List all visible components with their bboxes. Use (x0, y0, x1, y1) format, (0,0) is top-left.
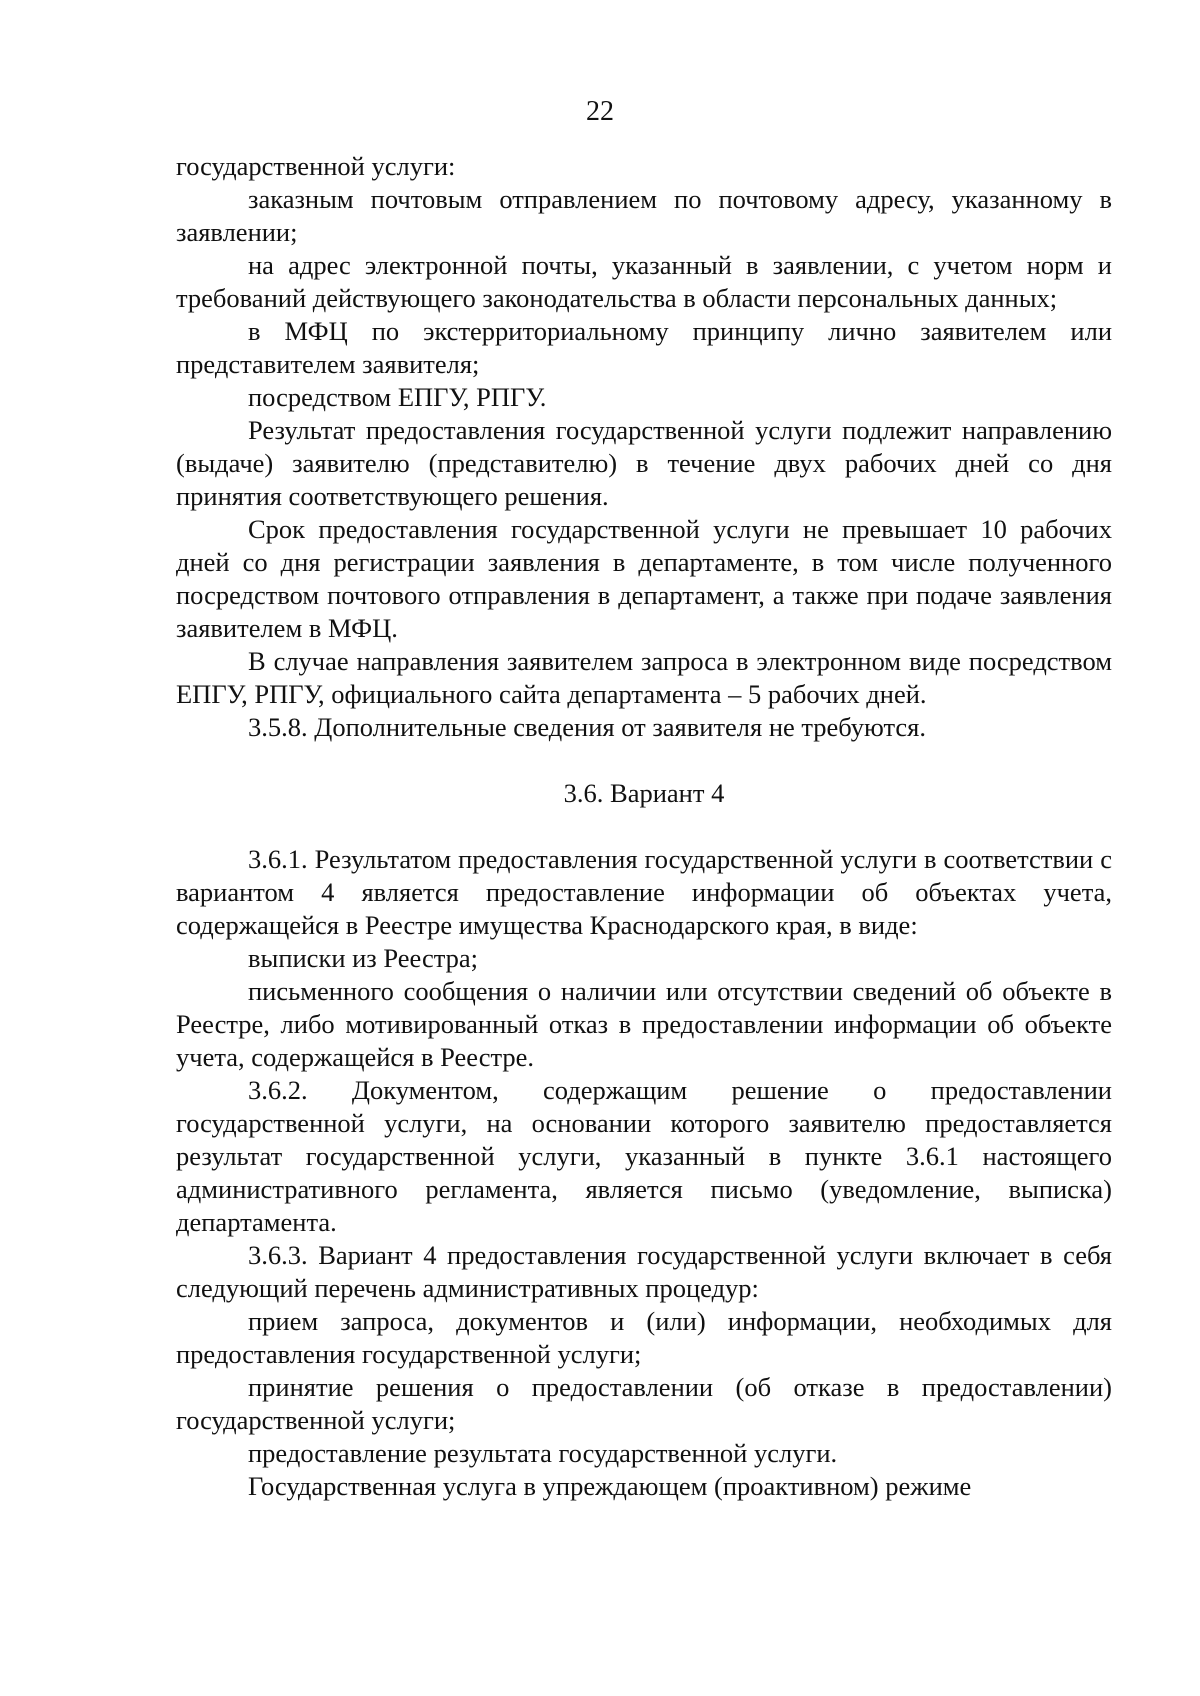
paragraph: на адрес электронной почты, указанный в заявлении, с учетом норм и требований действующего законодательства в области персональных данных; (176, 250, 1112, 313)
paragraph: письменного сообщения о наличии или отсутствии сведений об объекте в Реестре, либо мотивированный отказ в предоставлении информации об объекте учета, содержащейся в Реестре. (176, 976, 1112, 1072)
paragraph: в МФЦ по экстерриториальному принципу лично заявителем или представителем заявителя; (176, 316, 1112, 379)
paragraph: 3.6.3. Вариант 4 предоставления государственной услуги включает в себя следующий перечень административных процедур: (176, 1240, 1112, 1303)
paragraph: 3.6.2. Документом, содержащим решение о предоставлении государственной услуги, на основании которого заявителю предоставляется результат государственной услуги, указанный в пункте 3.6.1 настоящего административного регламента, является письмо (уведомление, выписка) департамента. (176, 1075, 1112, 1237)
page-number: 22 (586, 96, 614, 127)
paragraph: выписки из Реестра; (248, 943, 479, 973)
document-body (176, 150, 1112, 1503)
paragraph: Срок предоставления государственной услуги не превышает 10 рабочих дней со дня регистрации заявления в департаменте, в том числе полученного посредством почтового отправления в департамент, а также при подаче заявления заявителем в МФЦ. (176, 514, 1112, 643)
section-heading: 3.6. Вариант 4 (563, 778, 725, 808)
paragraph: заказным почтовым отправлением по почтовому адресу, указанному в заявлении; (176, 184, 1112, 247)
paragraph: 3.6.1. Результатом предоставления государственной услуги в соответствии с вариантом 4 является предоставление информации об объектах учета, содержащейся в Реестре имущества Краснодарского края, в виде: (176, 844, 1112, 940)
paragraph: В случае направления заявителем запроса в электронном виде посредством ЕПГУ, РПГУ, официального сайта департамента – 5 рабочих дней. (176, 646, 1112, 709)
paragraph: Результат предоставления государственной услуги подлежит направлению (выдаче) заявителю (представителю) в течение двух рабочих дней со дня принятия соответствующего решения. (176, 415, 1112, 511)
paragraph: предоставление результата государственной услуги. (248, 1438, 838, 1468)
paragraph: 3.5.8. Дополнительные сведения от заявителя не требуются. (248, 712, 926, 742)
paragraph: принятие решения о предоставлении (об отказе в предоставлении) государственной услуги; (176, 1372, 1112, 1435)
paragraph: посредством ЕПГУ, РПГУ. (248, 382, 547, 412)
paragraph: Государственная услуга в упреждающем (проактивном) режиме (248, 1471, 972, 1501)
paragraph: прием запроса, документов и (или) информации, необходимых для предоставления государственной услуги; (176, 1306, 1112, 1369)
paragraph: государственной услуги: (176, 151, 456, 181)
